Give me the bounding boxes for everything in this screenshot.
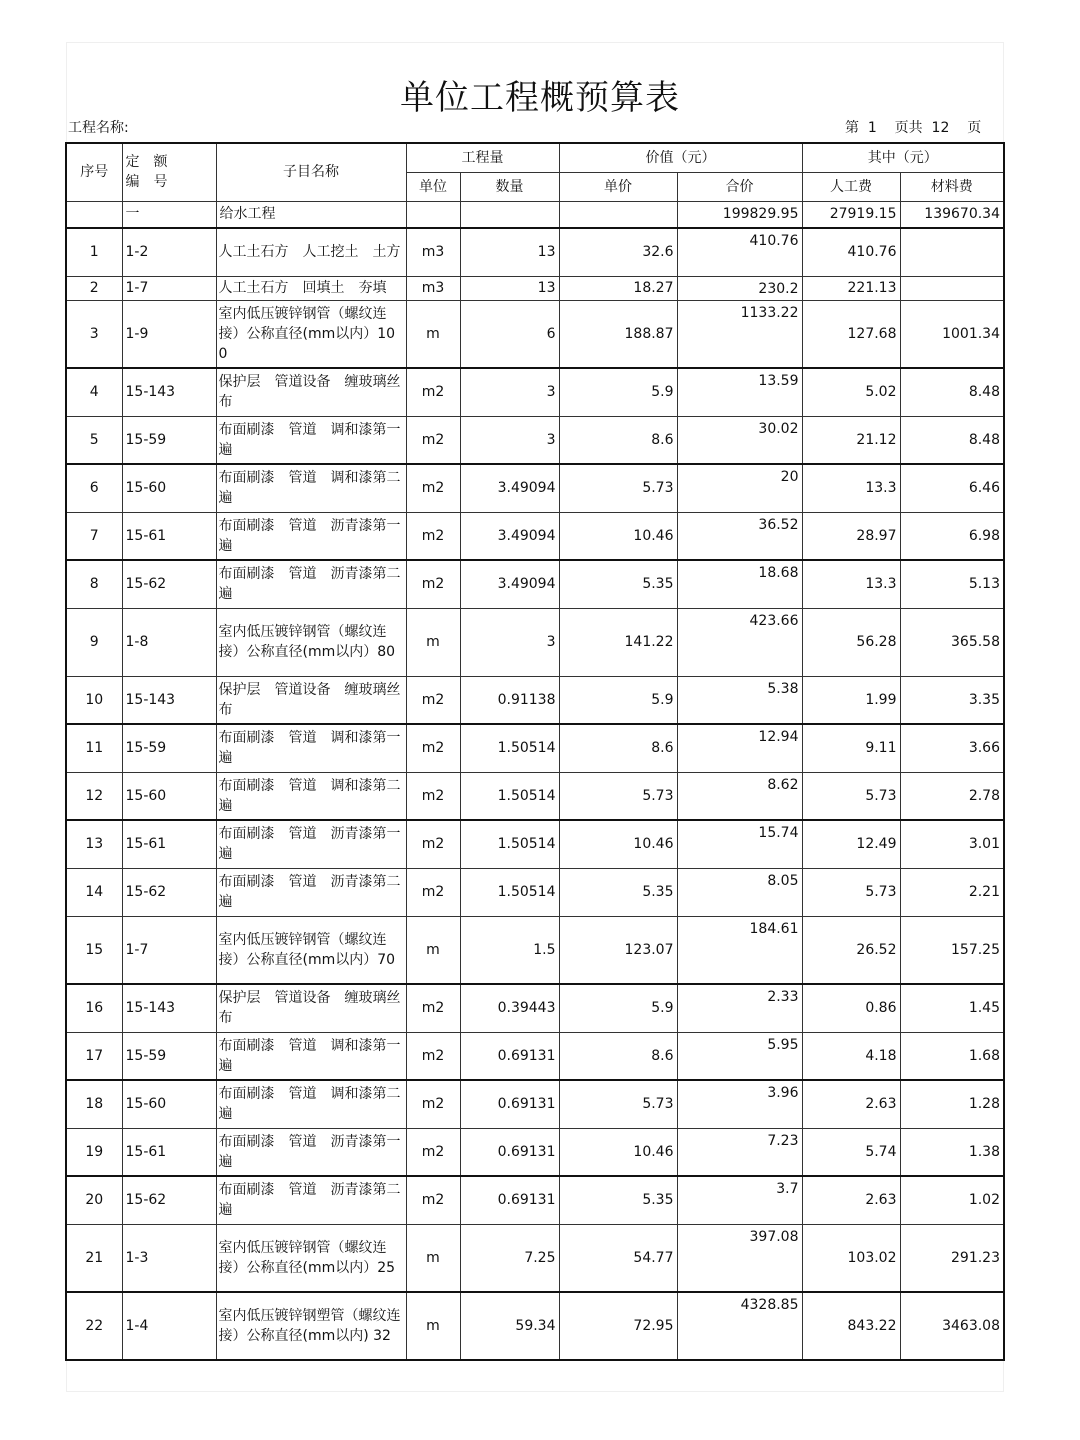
cell-seq: 15 [66, 916, 122, 984]
cell-total: 184.61 [677, 916, 802, 984]
cell-labor: 9.11 [802, 724, 900, 772]
cell-name: 布面刷漆 管道 沥青漆第一遍 [216, 820, 406, 868]
cell-material: 291.23 [900, 1224, 1004, 1292]
table-body [66, 201, 1004, 1360]
cell-name: 布面刷漆 管道 沥青漆第一遍 [216, 1128, 406, 1176]
table-row [66, 416, 1004, 464]
cell-seq: 2 [66, 276, 122, 300]
cell-unit: m2 [406, 1128, 460, 1176]
cell-unit: m3 [406, 228, 460, 276]
cell-unit: m [406, 608, 460, 676]
cell-unit: m [406, 1224, 460, 1292]
cell-price: 5.9 [559, 676, 677, 724]
cell-total: 3.7 [677, 1176, 802, 1224]
table-row [66, 228, 1004, 276]
cell-qty: 3.49094 [460, 512, 559, 560]
cell-name: 室内低压镀锌钢管（螺纹连接）公称直径(mm以内）80 [216, 608, 406, 676]
cell-total: 410.76 [677, 228, 802, 276]
cell-price: 8.6 [559, 1032, 677, 1080]
cell-labor: 4.18 [802, 1032, 900, 1080]
cell-unit: m2 [406, 1176, 460, 1224]
cell-total: 230.2 [677, 276, 802, 300]
table-row [66, 512, 1004, 560]
cell-name: 布面刷漆 管道 沥青漆第二遍 [216, 560, 406, 608]
table-row [66, 464, 1004, 512]
cell-code: 15-62 [122, 560, 216, 608]
cell-labor: 21.12 [802, 416, 900, 464]
header-code [122, 143, 216, 201]
cell-seq: 14 [66, 868, 122, 916]
cell-qty: 1.50514 [460, 772, 559, 820]
cell-total: 20 [677, 464, 802, 512]
header-total: 合价 [677, 172, 802, 201]
summary-price [559, 201, 677, 228]
cell-total: 7.23 [677, 1128, 802, 1176]
cell-qty: 3 [460, 608, 559, 676]
cell-labor: 103.02 [802, 1224, 900, 1292]
cell-total: 36.52 [677, 512, 802, 560]
cell-total: 18.68 [677, 560, 802, 608]
summary-seq [66, 201, 122, 228]
table-row [66, 772, 1004, 820]
cell-seq: 7 [66, 512, 122, 560]
cell-labor: 56.28 [802, 608, 900, 676]
summary-labor: 27919.15 [802, 201, 900, 228]
cell-material: 5.13 [900, 560, 1004, 608]
cell-material: 1.45 [900, 984, 1004, 1032]
cell-seq: 6 [66, 464, 122, 512]
cell-material: 3463.08 [900, 1292, 1004, 1360]
cell-seq: 8 [66, 560, 122, 608]
page-total: 12 [931, 120, 950, 136]
cell-unit: m2 [406, 368, 460, 416]
cell-unit: m3 [406, 276, 460, 300]
cell-unit: m2 [406, 772, 460, 820]
cell-name: 布面刷漆 管道 调和漆第二遍 [216, 1080, 406, 1128]
cell-total: 15.74 [677, 820, 802, 868]
summary-total: 199829.95 [677, 201, 802, 228]
cell-price: 54.77 [559, 1224, 677, 1292]
table-row [66, 1224, 1004, 1292]
cell-material: 3.35 [900, 676, 1004, 724]
header-quantity-group: 工程量 [406, 143, 559, 172]
cell-seq: 3 [66, 300, 122, 368]
cell-code: 1-7 [122, 276, 216, 300]
cell-code: 15-61 [122, 512, 216, 560]
summary-material: 139670.34 [900, 201, 1004, 228]
cell-qty: 1.5 [460, 916, 559, 984]
cell-total: 13.59 [677, 368, 802, 416]
cell-code: 15-143 [122, 984, 216, 1032]
cell-name: 布面刷漆 管道 沥青漆第一遍 [216, 512, 406, 560]
cell-unit: m2 [406, 676, 460, 724]
cell-seq: 10 [66, 676, 122, 724]
cell-total: 1133.22 [677, 300, 802, 368]
table-row [66, 984, 1004, 1032]
cell-price: 123.07 [559, 916, 677, 984]
cell-unit: m [406, 1292, 460, 1360]
table-row [66, 724, 1004, 772]
cell-material: 157.25 [900, 916, 1004, 984]
header-code-line1: 定 额 [125, 154, 168, 171]
cell-name: 室内低压镀锌钢塑管（螺纹连接）公称直径(mm以内) 32 [216, 1292, 406, 1360]
cell-unit: m2 [406, 984, 460, 1032]
cell-total: 3.96 [677, 1080, 802, 1128]
cell-code: 15-62 [122, 1176, 216, 1224]
cell-seq: 19 [66, 1128, 122, 1176]
cell-qty: 0.39443 [460, 984, 559, 1032]
cell-code: 1-3 [122, 1224, 216, 1292]
cell-total: 423.66 [677, 608, 802, 676]
cell-name: 保护层 管道设备 缠玻璃丝布 [216, 984, 406, 1032]
cell-price: 5.9 [559, 368, 677, 416]
cell-material: 365.58 [900, 608, 1004, 676]
cell-material: 1.02 [900, 1176, 1004, 1224]
cell-price: 18.27 [559, 276, 677, 300]
cell-price: 8.6 [559, 416, 677, 464]
cell-price: 5.73 [559, 772, 677, 820]
header-code-line2: 编 号 [125, 174, 168, 191]
cell-code: 15-60 [122, 1080, 216, 1128]
cell-name: 布面刷漆 管道 沥青漆第二遍 [216, 868, 406, 916]
cell-material: 6.98 [900, 512, 1004, 560]
summary-row [66, 201, 1004, 228]
cell-qty: 3 [460, 416, 559, 464]
cell-seq: 9 [66, 608, 122, 676]
cell-unit: m2 [406, 560, 460, 608]
cell-material: 1.68 [900, 1032, 1004, 1080]
cell-unit: m2 [406, 724, 460, 772]
header-unit: 单位 [406, 172, 460, 201]
cell-total: 8.05 [677, 868, 802, 916]
cell-total: 4328.85 [677, 1292, 802, 1360]
cell-seq: 5 [66, 416, 122, 464]
cell-material [900, 228, 1004, 276]
cell-price: 5.35 [559, 868, 677, 916]
cell-total: 397.08 [677, 1224, 802, 1292]
page-title: 单位工程概预算表 [400, 78, 680, 118]
cell-qty: 3 [460, 368, 559, 416]
cell-price: 8.6 [559, 724, 677, 772]
cell-labor: 28.97 [802, 512, 900, 560]
cell-code: 1-9 [122, 300, 216, 368]
table-row [66, 368, 1004, 416]
cell-total: 5.95 [677, 1032, 802, 1080]
cell-qty: 13 [460, 228, 559, 276]
cell-name: 布面刷漆 管道 调和漆第一遍 [216, 724, 406, 772]
cell-labor: 127.68 [802, 300, 900, 368]
cell-seq: 21 [66, 1224, 122, 1292]
cell-qty: 6 [460, 300, 559, 368]
table-row [66, 560, 1004, 608]
cell-material: 1.38 [900, 1128, 1004, 1176]
cell-material: 8.48 [900, 416, 1004, 464]
cell-seq: 22 [66, 1292, 122, 1360]
cell-code: 15-59 [122, 724, 216, 772]
cell-qty: 0.69131 [460, 1176, 559, 1224]
table-row [66, 276, 1004, 300]
cell-labor: 5.74 [802, 1128, 900, 1176]
page-prefix: 第 [845, 120, 859, 136]
cell-code: 15-61 [122, 1128, 216, 1176]
cell-labor: 2.63 [802, 1080, 900, 1128]
header-labor: 人工费 [802, 172, 900, 201]
summary-unit [406, 201, 460, 228]
cell-code: 15-62 [122, 868, 216, 916]
cell-price: 10.46 [559, 820, 677, 868]
cell-qty: 59.34 [460, 1292, 559, 1360]
cell-labor: 410.76 [802, 228, 900, 276]
cell-total: 5.38 [677, 676, 802, 724]
cell-qty: 0.69131 [460, 1080, 559, 1128]
header-name: 子目名称 [216, 143, 406, 201]
cell-code: 15-143 [122, 676, 216, 724]
cell-name: 室内低压镀锌钢管（螺纹连接）公称直径(mm以内）100 [216, 300, 406, 368]
cell-labor: 5.73 [802, 868, 900, 916]
cell-unit: m2 [406, 1032, 460, 1080]
cell-name: 布面刷漆 管道 调和漆第一遍 [216, 1032, 406, 1080]
cell-seq: 4 [66, 368, 122, 416]
cell-code: 15-60 [122, 464, 216, 512]
table-row [66, 1128, 1004, 1176]
cell-code: 15-61 [122, 820, 216, 868]
page-suffix: 页 [967, 120, 982, 136]
cell-unit: m2 [406, 512, 460, 560]
cell-material: 6.46 [900, 464, 1004, 512]
cell-qty: 7.25 [460, 1224, 559, 1292]
cell-material: 2.21 [900, 868, 1004, 916]
cell-price: 5.73 [559, 1080, 677, 1128]
cell-name: 布面刷漆 管道 调和漆第一遍 [216, 416, 406, 464]
budget-table [65, 142, 1005, 1361]
cell-price: 5.35 [559, 560, 677, 608]
cell-labor: 843.22 [802, 1292, 900, 1360]
header-price-group: 价值（元） [559, 143, 802, 172]
cell-code: 15-143 [122, 368, 216, 416]
cell-labor: 221.13 [802, 276, 900, 300]
cell-seq: 1 [66, 228, 122, 276]
table-row [66, 916, 1004, 984]
cell-seq: 17 [66, 1032, 122, 1080]
cell-qty: 13 [460, 276, 559, 300]
cell-qty: 0.69131 [460, 1128, 559, 1176]
header-breakdown-group: 其中（元） [802, 143, 1004, 172]
table-row [66, 1080, 1004, 1128]
cell-name: 布面刷漆 管道 调和漆第二遍 [216, 464, 406, 512]
cell-qty: 0.91138 [460, 676, 559, 724]
cell-qty: 1.50514 [460, 820, 559, 868]
header-unit-price: 单价 [559, 172, 677, 201]
cell-qty: 3.49094 [460, 560, 559, 608]
cell-unit: m2 [406, 868, 460, 916]
cell-seq: 12 [66, 772, 122, 820]
cell-qty: 1.50514 [460, 868, 559, 916]
cell-price: 141.22 [559, 608, 677, 676]
cell-code: 15-60 [122, 772, 216, 820]
cell-name: 室内低压镀锌钢管（螺纹连接）公称直径(mm以内）70 [216, 916, 406, 984]
project-name-label: 工程名称: [68, 120, 129, 136]
cell-unit: m2 [406, 820, 460, 868]
cell-material: 3.66 [900, 724, 1004, 772]
table-row [66, 300, 1004, 368]
cell-code: 15-59 [122, 1032, 216, 1080]
cell-price: 188.87 [559, 300, 677, 368]
cell-labor: 13.3 [802, 560, 900, 608]
table-row [66, 1176, 1004, 1224]
cell-labor: 1.99 [802, 676, 900, 724]
cell-labor: 5.02 [802, 368, 900, 416]
cell-code: 1-2 [122, 228, 216, 276]
summary-qty [460, 201, 559, 228]
cell-price: 5.9 [559, 984, 677, 1032]
cell-unit: m [406, 916, 460, 984]
cell-price: 5.35 [559, 1176, 677, 1224]
cell-price: 32.6 [559, 228, 677, 276]
cell-qty: 0.69131 [460, 1032, 559, 1080]
cell-name: 室内低压镀锌钢管（螺纹连接）公称直径(mm以内）25 [216, 1224, 406, 1292]
cell-total: 2.33 [677, 984, 802, 1032]
cell-name: 保护层 管道设备 缠玻璃丝布 [216, 368, 406, 416]
cell-seq: 13 [66, 820, 122, 868]
page-current: 1 [867, 120, 877, 136]
cell-unit: m2 [406, 416, 460, 464]
page-indicator [845, 117, 981, 137]
cell-material [900, 276, 1004, 300]
cell-name: 布面刷漆 管道 调和漆第二遍 [216, 772, 406, 820]
cell-qty: 3.49094 [460, 464, 559, 512]
table-row [66, 1032, 1004, 1080]
cell-code: 1-7 [122, 916, 216, 984]
cell-price: 10.46 [559, 512, 677, 560]
cell-code: 1-8 [122, 608, 216, 676]
cell-labor: 0.86 [802, 984, 900, 1032]
cell-seq: 20 [66, 1176, 122, 1224]
header-material: 材料费 [900, 172, 1004, 201]
table-row [66, 1292, 1004, 1360]
cell-seq: 18 [66, 1080, 122, 1128]
cell-seq: 11 [66, 724, 122, 772]
cell-material: 1001.34 [900, 300, 1004, 368]
cell-labor: 5.73 [802, 772, 900, 820]
page-mid: 页共 [894, 120, 923, 136]
cell-labor: 13.3 [802, 464, 900, 512]
cell-total: 30.02 [677, 416, 802, 464]
cell-price: 72.95 [559, 1292, 677, 1360]
cell-code: 1-4 [122, 1292, 216, 1360]
cell-name: 布面刷漆 管道 沥青漆第二遍 [216, 1176, 406, 1224]
cell-labor: 26.52 [802, 916, 900, 984]
cell-code: 15-59 [122, 416, 216, 464]
cell-price: 5.73 [559, 464, 677, 512]
cell-name: 保护层 管道设备 缠玻璃丝布 [216, 676, 406, 724]
cell-labor: 12.49 [802, 820, 900, 868]
table-row [66, 676, 1004, 724]
cell-unit: m2 [406, 464, 460, 512]
cell-unit: m2 [406, 1080, 460, 1128]
cell-material: 8.48 [900, 368, 1004, 416]
header-amount: 数量 [460, 172, 559, 201]
cell-qty: 1.50514 [460, 724, 559, 772]
cell-labor: 2.63 [802, 1176, 900, 1224]
summary-code: 一 [122, 201, 216, 228]
cell-name: 人工土石方 人工挖土 土方 [216, 228, 406, 276]
header-seq: 序号 [66, 143, 122, 201]
cell-unit: m [406, 300, 460, 368]
cell-price: 10.46 [559, 1128, 677, 1176]
cell-name: 人工土石方 回填土 夯填 [216, 276, 406, 300]
cell-total: 8.62 [677, 772, 802, 820]
table-row [66, 868, 1004, 916]
cell-seq: 16 [66, 984, 122, 1032]
cell-material: 2.78 [900, 772, 1004, 820]
table-row [66, 608, 1004, 676]
cell-total: 12.94 [677, 724, 802, 772]
table-row [66, 820, 1004, 868]
cell-material: 1.28 [900, 1080, 1004, 1128]
cell-material: 3.01 [900, 820, 1004, 868]
summary-name: 给水工程 [216, 201, 406, 228]
